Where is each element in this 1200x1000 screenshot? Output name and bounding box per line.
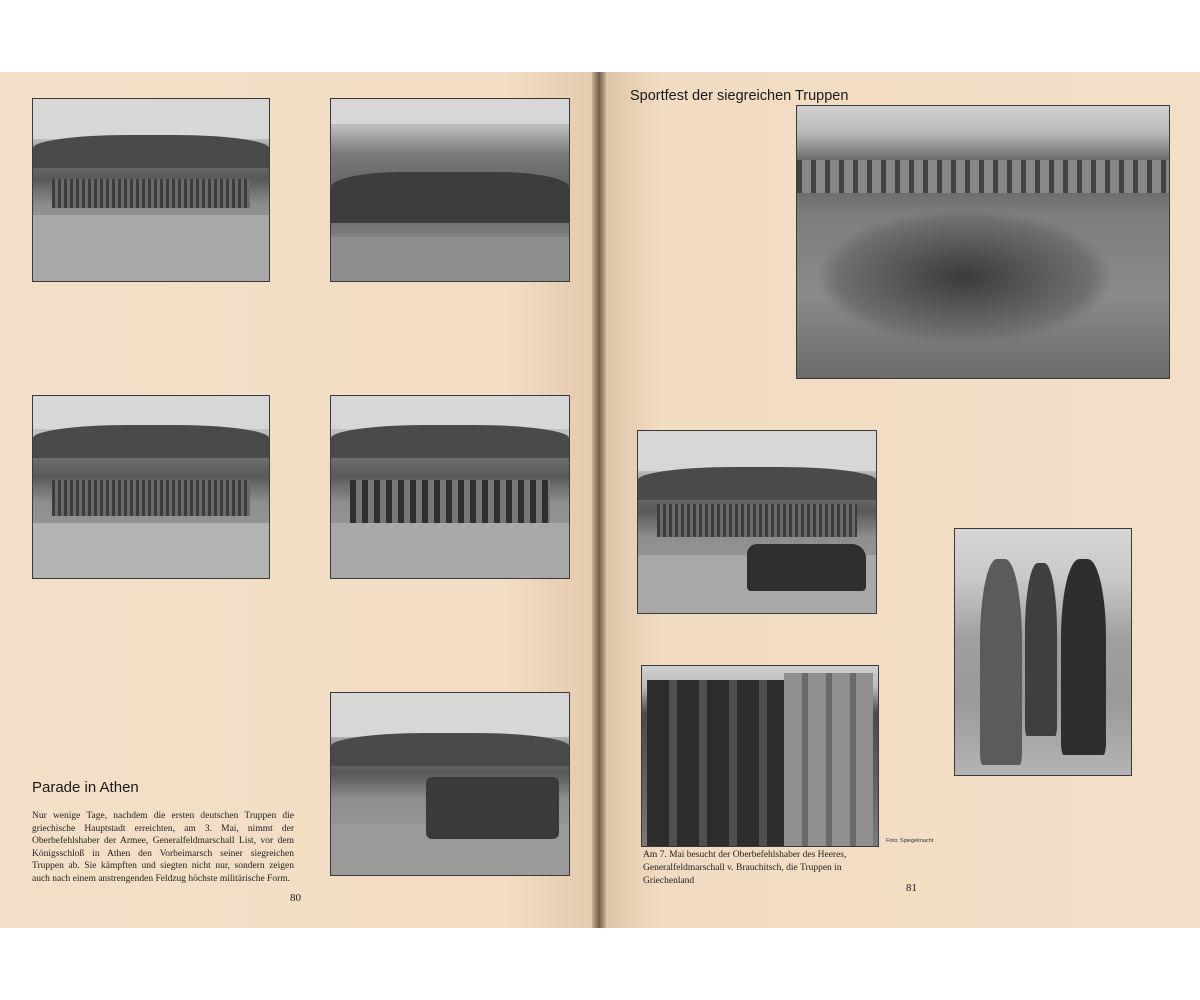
photo-acropolis-view	[330, 98, 570, 282]
photo-brauchitsch-visit	[641, 665, 879, 847]
right-page	[600, 72, 1200, 928]
photo-parade-formation	[32, 395, 270, 579]
photo-tug-of-war	[796, 105, 1170, 379]
book-spread	[0, 72, 1200, 928]
page-title: Sportfest der siegreichen Truppen	[630, 88, 849, 104]
photo-motorcade	[637, 430, 877, 614]
page-number: 81	[906, 882, 917, 894]
photo-credit: Foto: Spiegelmacht	[886, 838, 934, 844]
photo-tank-parade	[330, 692, 570, 876]
page-number: 80	[290, 892, 301, 904]
photo-officers-standing	[954, 528, 1132, 776]
book-gutter	[592, 72, 606, 928]
photo-caption: Am 7. Mai besucht der Oberbefehlshaber des Heeres, Generalfeldmarschall v. Brauchitsch, die Truppen in Griechenland	[643, 850, 847, 886]
page-title: Parade in Athen	[32, 779, 139, 796]
left-page	[0, 72, 596, 928]
photo-artillery-parade	[330, 395, 570, 579]
photo-caption: Nur wenige Tage, nachdem die ersten deutschen Truppen die griechische Hauptstadt erreichten, am 3. Mai, nimmt der Oberbefehlshaber der Armee, Generalfeldmarschall List, vor dem Königsschloß in Athen den Vorbeimarsch seiner siegreichen Truppen ab. Sie kämpften und siegten nicht nur, sondern zeigen auch nach einem anstrengenden Feldzug höchste militärische Form.	[32, 811, 294, 884]
photo-parade-march	[32, 98, 270, 282]
